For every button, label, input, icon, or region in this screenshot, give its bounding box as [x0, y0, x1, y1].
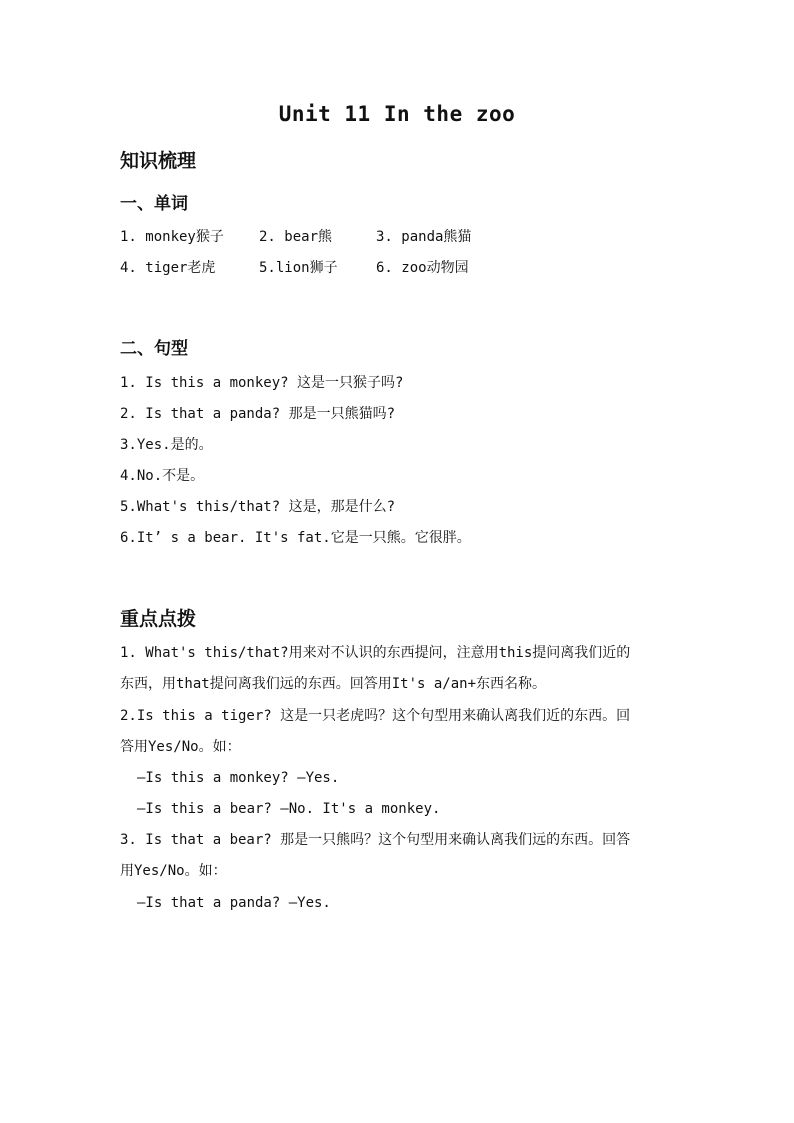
sentence-line: 6.It’ s a bear. It's fat.它是一只熊。它很胖。 — [120, 530, 471, 546]
sentence-line: 1. Is this a monkey? 这是一只猴子吗? — [120, 375, 404, 391]
vocab-item: 1. monkey猴子 — [120, 229, 224, 245]
vocab-item: 3. panda熊猫 — [376, 229, 472, 245]
key-point-line: 3. Is that a bear? 那是一只熊吗？这个句型用来确认离我们远的东西。回答 — [120, 832, 631, 848]
dialogue-line: —Is this a bear? —No. It's a monkey. — [137, 801, 441, 817]
sentence-line: 3.Yes.是的。 — [120, 437, 213, 453]
subheading-sentences: 二、句型 — [120, 339, 188, 359]
vocab-item: 2. bear熊 — [259, 229, 333, 245]
sentence-line: 5.What's this/that? 这是，那是什么? — [120, 499, 396, 515]
vocab-item: 6. zoo动物园 — [376, 260, 469, 276]
key-point-line: 答用Yes/No。如： — [120, 739, 241, 755]
page-title: Unit 11 In the zoo — [278, 102, 516, 126]
dialogue-line: —Is that a panda? —Yes. — [137, 895, 331, 911]
key-point-line: 1. What's this/that?用来对不认识的东西提问，注意用this提问离我们近的 — [120, 645, 631, 661]
sentence-line: 2. Is that a panda? 那是一只熊猫吗? — [120, 406, 396, 422]
vocab-item: 4. tiger老虎 — [120, 260, 216, 276]
subheading-vocabulary: 一、单词 — [120, 194, 188, 214]
key-point-line: 用Yes/No。如： — [120, 863, 227, 879]
key-point-line: 东西，用that提问离我们远的东西。回答用It's a/an+东西名称。 — [120, 676, 547, 692]
vocab-item: 5.lion狮子 — [259, 260, 338, 276]
key-point-line: 2.Is this a tiger? 这是一只老虎吗？这个句型用来确认离我们近的东西。回 — [120, 708, 631, 724]
section-heading-key-points: 重点点拨 — [120, 608, 197, 630]
dialogue-line: —Is this a monkey? —Yes. — [137, 770, 340, 786]
sentence-line: 4.No.不是。 — [120, 468, 205, 484]
section-heading-knowledge: 知识梳理 — [120, 150, 197, 172]
